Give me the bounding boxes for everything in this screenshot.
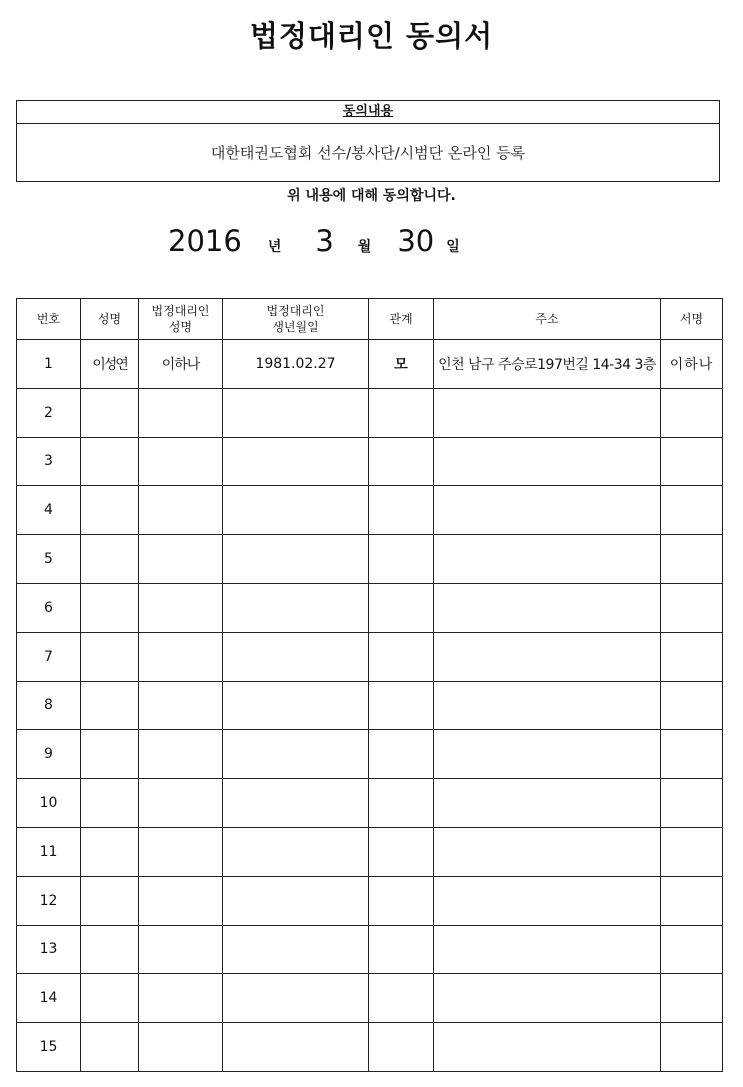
cell-no: 3 [17, 437, 81, 486]
cell-rep-birth [223, 779, 369, 828]
cell-rep-birth [223, 437, 369, 486]
cell-rep-birth [223, 1023, 369, 1072]
table-body [17, 340, 723, 1072]
cell-signature [661, 925, 723, 974]
cell-rep-name [139, 583, 223, 632]
cell-signature [661, 535, 723, 584]
guardian-roster-table [16, 298, 723, 1072]
cell-rep-name [139, 388, 223, 437]
cell-name [81, 730, 139, 779]
header-rep-name-line2: 성명 [168, 320, 193, 334]
table-row [17, 1023, 723, 1072]
cell-signature [661, 876, 723, 925]
cell-no: 8 [17, 681, 81, 730]
table-row [17, 827, 723, 876]
document-title: 법정대리인 동의서 [249, 19, 494, 53]
cell-name [81, 681, 139, 730]
cell-address [434, 730, 661, 779]
cell-rep-birth [223, 388, 369, 437]
table-row [17, 925, 723, 974]
table-row [17, 437, 723, 486]
cell-signature [661, 388, 723, 437]
consent-date [168, 224, 460, 264]
cell-no: 15 [17, 1023, 81, 1072]
cell-address [434, 681, 661, 730]
date-month: 3 [315, 224, 334, 258]
cell-no: 6 [17, 583, 81, 632]
cell-rep-birth [223, 974, 369, 1023]
cell-relation [369, 876, 434, 925]
date-month-unit: 월 [357, 239, 372, 255]
cell-name [81, 876, 139, 925]
cell-address [434, 876, 661, 925]
table-row [17, 779, 723, 828]
cell-relation [369, 1023, 434, 1072]
table-row [17, 876, 723, 925]
cell-relation [369, 486, 434, 535]
table-row [17, 388, 723, 437]
header-rep-birth [223, 299, 369, 340]
cell-relation [369, 437, 434, 486]
table-header-row [17, 299, 723, 340]
cell-rep-name [139, 486, 223, 535]
cell-name: 이성연 [81, 340, 139, 389]
cell-rep-name [139, 827, 223, 876]
cell-signature [661, 437, 723, 486]
cell-name [81, 632, 139, 681]
date-year-unit: 년 [267, 239, 282, 255]
cell-name [81, 388, 139, 437]
cell-relation [369, 388, 434, 437]
cell-signature [661, 681, 723, 730]
cell-relation [369, 974, 434, 1023]
cell-rep-name [139, 876, 223, 925]
cell-relation [369, 779, 434, 828]
table-row [17, 340, 723, 389]
cell-no: 14 [17, 974, 81, 1023]
cell-no: 12 [17, 876, 81, 925]
header-address: 주소 [434, 299, 661, 340]
cell-address: 인천 남구 주승로197번길 14-34 3층 [434, 340, 661, 389]
cell-rep-name [139, 1023, 223, 1072]
cell-address [434, 632, 661, 681]
cell-no: 5 [17, 535, 81, 584]
header-rep-birth-line2: 생년월일 [272, 320, 319, 334]
cell-signature [661, 583, 723, 632]
cell-signature [661, 1023, 723, 1072]
cell-name [81, 974, 139, 1023]
table-row [17, 583, 723, 632]
cell-rep-birth [223, 583, 369, 632]
cell-rep-name [139, 974, 223, 1023]
cell-relation [369, 583, 434, 632]
cell-rep-name [139, 925, 223, 974]
consent-content: 대한태권도협회 선수/봉사단/시범단 온라인 등록 [210, 144, 526, 162]
cell-rep-birth [223, 535, 369, 584]
header-signature: 서명 [661, 299, 723, 340]
cell-signature [661, 730, 723, 779]
cell-name [81, 925, 139, 974]
cell-rep-name [139, 779, 223, 828]
cell-rep-birth [223, 486, 369, 535]
cell-signature [661, 827, 723, 876]
header-rep-name [139, 299, 223, 340]
cell-relation [369, 681, 434, 730]
cell-name [81, 437, 139, 486]
agreement-statement: 위 내용에 대해 동의합니다. [287, 188, 456, 204]
consent-header [17, 101, 719, 124]
cell-rep-name [139, 632, 223, 681]
cell-address [434, 437, 661, 486]
cell-address [434, 779, 661, 828]
cell-name [81, 827, 139, 876]
cell-rep-birth [223, 730, 369, 779]
cell-address [434, 1023, 661, 1072]
date-year: 2016 [168, 224, 242, 258]
table-row [17, 681, 723, 730]
date-day-unit: 일 [446, 239, 460, 255]
cell-rep-birth [223, 681, 369, 730]
cell-relation [369, 730, 434, 779]
cell-signature [661, 632, 723, 681]
cell-name [81, 779, 139, 828]
cell-rep-name [139, 681, 223, 730]
table-row [17, 632, 723, 681]
cell-no: 13 [17, 925, 81, 974]
cell-address [434, 535, 661, 584]
cell-address [434, 925, 661, 974]
cell-rep-birth [223, 876, 369, 925]
header-rep-birth-line1: 법정대리인 [266, 304, 325, 318]
cell-address [434, 974, 661, 1023]
cell-signature [661, 974, 723, 1023]
cell-relation [369, 827, 434, 876]
table-row [17, 486, 723, 535]
table-row [17, 535, 723, 584]
cell-rep-birth [223, 632, 369, 681]
cell-rep-birth: 1981.02.27 [223, 340, 369, 389]
cell-name [81, 486, 139, 535]
cell-address [434, 486, 661, 535]
cell-name [81, 535, 139, 584]
cell-address [434, 583, 661, 632]
cell-rep-name [139, 437, 223, 486]
header-no: 번호 [17, 299, 81, 340]
cell-address [434, 388, 661, 437]
cell-relation [369, 925, 434, 974]
cell-relation [369, 535, 434, 584]
header-relation: 관계 [369, 299, 434, 340]
consent-box [16, 100, 720, 182]
consent-header-label: 동의내용 [342, 104, 394, 119]
cell-no: 2 [17, 388, 81, 437]
cell-no: 9 [17, 730, 81, 779]
cell-address [434, 827, 661, 876]
cell-signature [661, 779, 723, 828]
cell-name [81, 1023, 139, 1072]
cell-relation: 모 [369, 340, 434, 389]
cell-rep-name: 이하나 [139, 340, 223, 389]
cell-rep-birth [223, 925, 369, 974]
cell-relation [369, 632, 434, 681]
table-row [17, 974, 723, 1023]
cell-rep-birth [223, 827, 369, 876]
cell-rep-name [139, 730, 223, 779]
cell-signature: 이하나 [661, 340, 723, 389]
cell-no: 7 [17, 632, 81, 681]
cell-rep-name [139, 535, 223, 584]
date-day: 30 [397, 224, 435, 258]
cell-no: 4 [17, 486, 81, 535]
cell-signature [661, 486, 723, 535]
cell-no: 10 [17, 779, 81, 828]
cell-name [81, 583, 139, 632]
header-name: 성명 [81, 299, 139, 340]
cell-no: 11 [17, 827, 81, 876]
header-rep-name-line1: 법정대리인 [151, 304, 210, 318]
cell-no: 1 [17, 340, 81, 389]
table-row [17, 730, 723, 779]
